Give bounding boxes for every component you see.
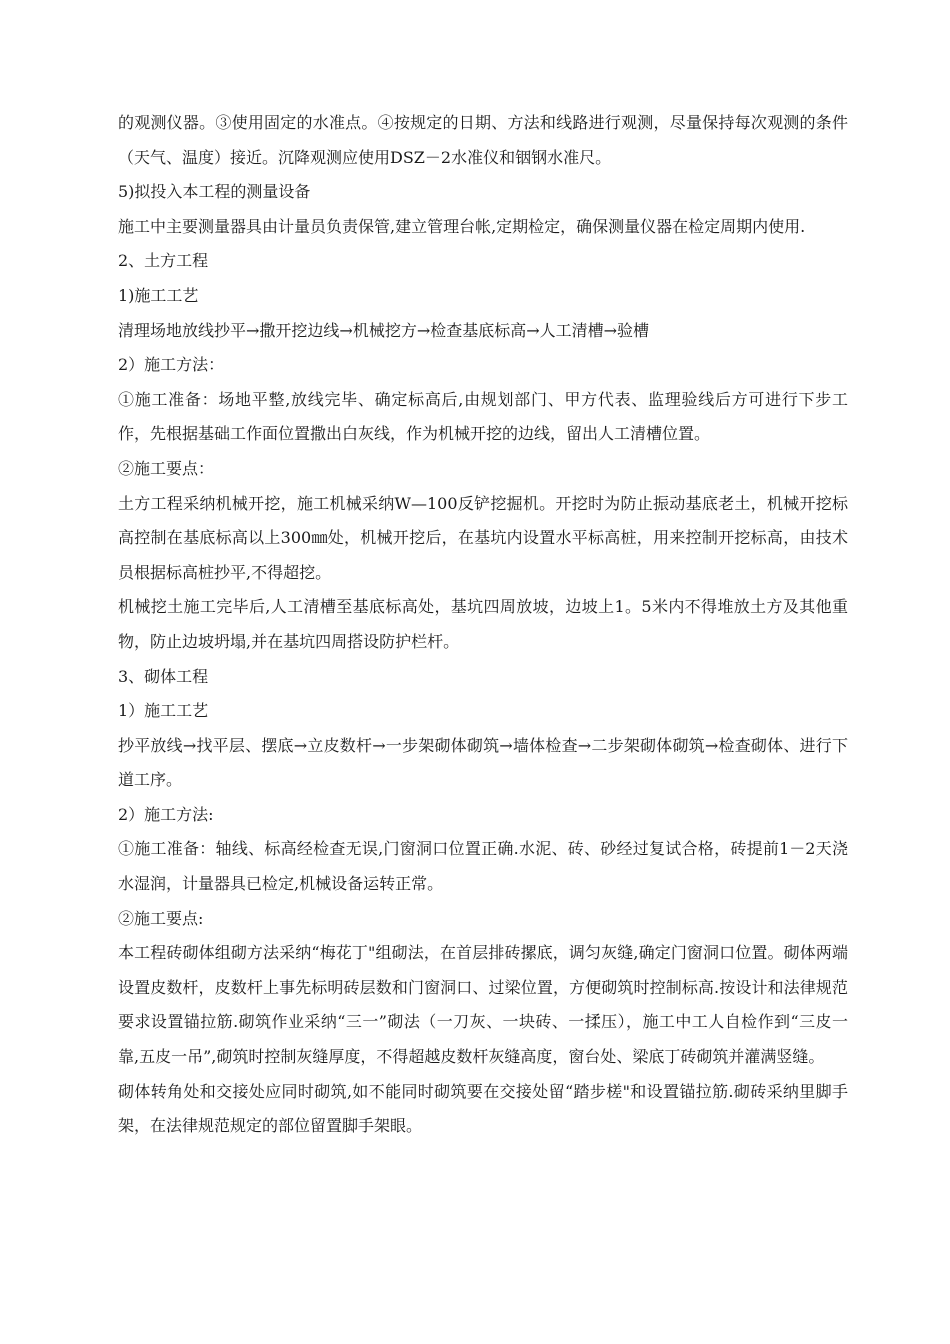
paragraph-earthwork-excavation: 土方工程采纳机械开挖，施工机械采纳W—100反铲挖掘机。开挖时为防止振动基底老土，机械开挖标高控制在基底标高以上300㎜处，机械开挖后，在基坑内设置水平标高桩，用来控制开挖标高，由技术员根据标高桩抄平,不得超挖。 <box>118 493 848 582</box>
subheading-earthwork-process: 1)施工工艺 <box>118 285 199 305</box>
paragraph-earthwork-manual-trench: 机械挖土施工完毕后,人工清槽至基底标高处，基坑四周放坡，边坡上1。5米内不得堆放土方及其他重物，防止边坡坍塌,并在基坑四周搭设防护栏杆。 <box>118 597 848 651</box>
document-body <box>118 106 848 1144</box>
paragraph-observation-instruments: 的观测仪器。③使用固定的水准点。④按规定的日期、方法和线路进行观测，尽量保持每次观测的条件（天气、温度）接近。沉降观测应使用DSZ－2水准仪和铟钢水准尺。 <box>118 113 848 167</box>
paragraph-survey-equipment: 施工中主要测量器具由计量员负责保管,建立管理台帐,定期检定，确保测量仪器在检定周期内使用. <box>118 216 806 236</box>
paragraph-masonry-bonding: 本工程砖砌体组砌方法采纳“梅花丁"组砌法，在首层排砖摞底，调匀灰缝,确定门窗洞口位置。砌体两端设置皮数杆，皮数杆上事先标明砖层数和门窗洞口、过梁位置，方便砌筑时控制标高.按设计和法律规范要求设置锚拉筋.砌筑作业采纳“三一”砌法（一刀灰、一块砖、一揉压），施工中工人自检作到“三皮一靠,五皮一吊”,砌筑时控制灰缝厚度，不得超越皮数杆灰缝高度，窗台处、梁底丁砖砌筑并灌满竖缝。 <box>118 943 848 1067</box>
subheading-masonry-process: 1）施工工艺 <box>118 701 209 721</box>
subheading-masonry-method: 2）施工方法: <box>118 804 214 824</box>
heading-survey-equipment: 5)拟投入本工程的测量设备 <box>118 182 311 202</box>
subheading-earthwork-method: 2）施工方法： <box>118 355 225 375</box>
section-heading-earthwork: 2、土方工程 <box>118 251 209 271</box>
section-heading-masonry: 3、砌体工程 <box>118 666 209 686</box>
subheading-earthwork-key-points: ②施工要点： <box>118 458 215 478</box>
paragraph-earthwork-process: 清理场地放线抄平→撒开挖边线→机械挖方→检查基底标高→人工清槽→验槽 <box>118 320 650 340</box>
paragraph-masonry-preparation: ①施工准备：轴线、标高经检查无误,门窗洞口位置正确.水泥、砖、砂经过复试合格，砖提前1－2天浇水湿润，计量器具已检定,机械设备运转正常。 <box>118 839 848 894</box>
paragraph-masonry-process: 抄平放线→找平层、摆底→立皮数杆→一步架砌体砌筑→墙体检查→二步架砌体砌筑→检查砌体、进行下道工序。 <box>118 735 848 790</box>
subheading-masonry-key-points: ②施工要点: <box>118 908 204 928</box>
paragraph-earthwork-preparation: ①施工准备：场地平整,放线完毕、确定标高后,由规划部门、甲方代表、监理验线后方可进行下步工作，先根据基础工作面位置撒出白灰线，作为机械开挖的边线，留出人工清槽位置。 <box>118 389 848 444</box>
paragraph-masonry-corners: 砌体转角处和交接处应同时砌筑,如不能同时砌筑要在交接处留“踏步槎"和设置锚拉筋.砌砖采纳里脚手架，在法律规范规定的部位留置脚手架眼。 <box>118 1081 848 1136</box>
